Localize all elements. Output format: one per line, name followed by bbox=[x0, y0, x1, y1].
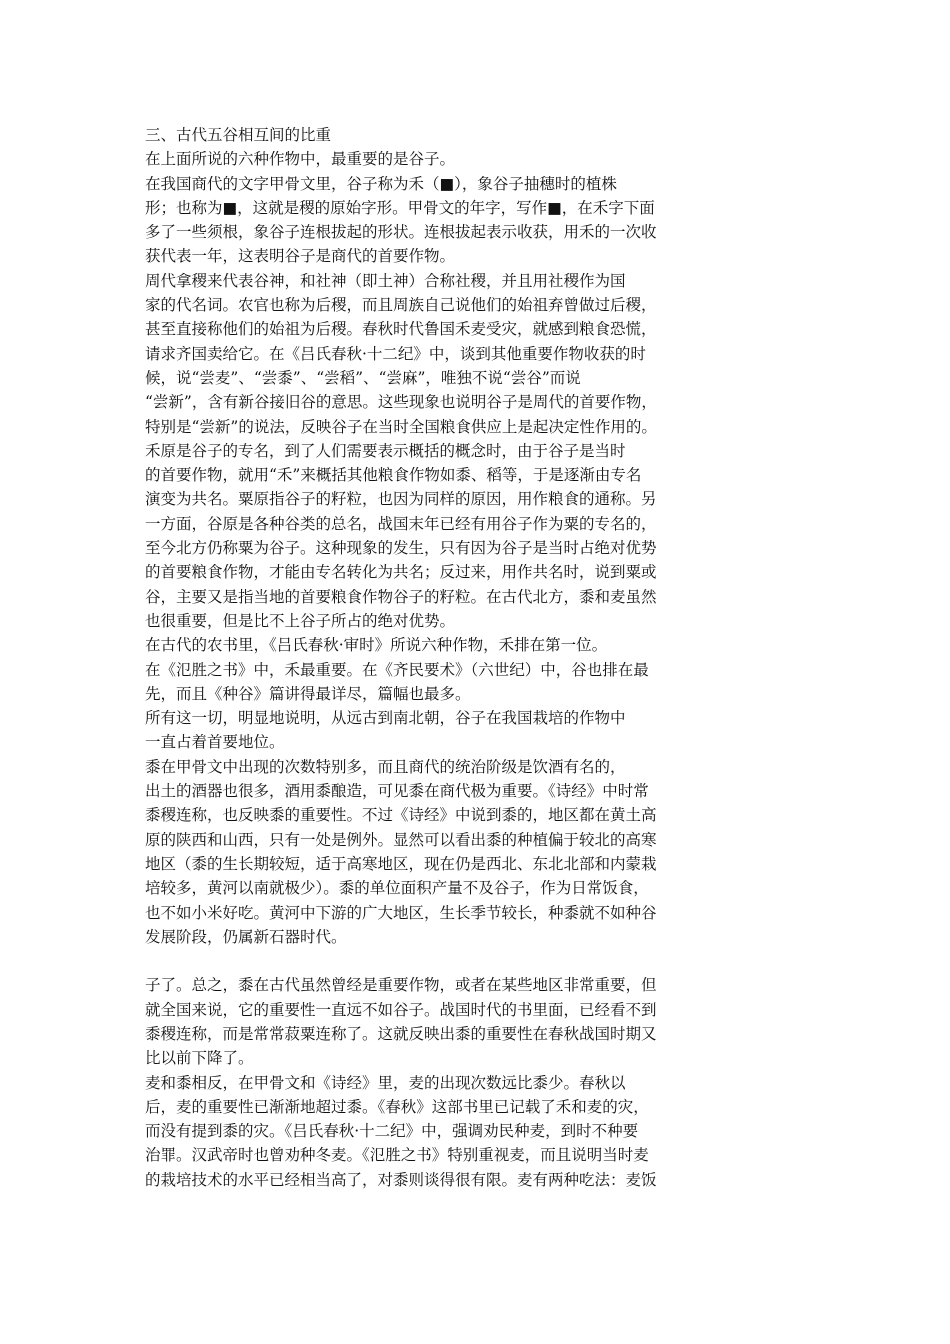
text-line: 演变为共名。粟原指谷子的籽粒，也因为同样的原因，用作粮食的通称。另 bbox=[145, 490, 657, 509]
text-line: 甚至直接称他们的始祖为后稷。春秋时代鲁国禾麦受灾，就感到粮食恐慌， bbox=[145, 320, 657, 339]
text-line: 家的代名词。农官也称为后稷，而且周族自己说他们的始祖弃曾做过后稷， bbox=[145, 296, 657, 315]
text-line: “尝新”，含有新谷接旧谷的意思。这些现象也说明谷子是周代的首要作物， bbox=[145, 393, 657, 412]
text-line: 发展阶段，仍属新石器时代。 bbox=[145, 927, 347, 946]
text-line: 黍稷连称，而是常常菽粟连称了。这就反映出黍的重要性在春秋战国时期又 bbox=[145, 1024, 657, 1043]
text-line: 谷，主要又是指当地的首要粮食作物谷子的籽粒。在古代北方，黍和麦虽然 bbox=[145, 587, 657, 606]
text-line: 请求齐国卖给它。在《吕氏春秋·十二纪》中，谈到其他重要作物收获的时 bbox=[145, 344, 646, 363]
text-line: 至今北方仍称粟为谷子。这种现象的发生，只有因为谷子是当时占绝对优势 bbox=[145, 539, 657, 558]
text-line: 比以前下降了。 bbox=[145, 1049, 254, 1068]
text-line: 的首要作物，就用“禾”来概括其他粮食作物如黍、稻等，于是逐渐由专名 bbox=[145, 466, 642, 485]
text-line: 所有这一切，明显地说明，从远古到南北朝，谷子在我国栽培的作物中 bbox=[145, 709, 626, 728]
text-line: 在古代的农书里，《吕氏春秋·审时》所说六种作物，禾排在第一位。 bbox=[145, 636, 608, 655]
text-line: 培较多，黄河以南就极少）。黍的单位面积产量不及谷子，作为日常饭食， bbox=[145, 879, 649, 898]
text-line: 而没有提到黍的灾。《吕氏春秋·十二纪》中，强调劝民种麦，到时不种要 bbox=[145, 1122, 639, 1141]
text-line: 治罪。汉武帝时也曾劝种冬麦。《氾胜之书》特别重视麦，而且说明当时麦 bbox=[145, 1146, 649, 1165]
text-line: 也不如小米好吃。黄河中下游的广大地区，生长季节较长，种黍就不如种谷 bbox=[145, 903, 657, 922]
text-line: 在上面所说的六种作物中，最重要的是谷子。 bbox=[145, 150, 456, 169]
text-line: 多了一些须根，象谷子连根拔起的形状。连根拔起表示收获，用禾的一次收 bbox=[145, 223, 657, 242]
text-line: 的首要粮食作物，才能由专名转化为共名；反过来，用作共名时，说到粟或 bbox=[145, 563, 657, 582]
section-heading: 三、古代五谷相互间的比重 bbox=[145, 126, 332, 144]
text-line bbox=[145, 949, 725, 973]
text-line: 形；也称为■，这就是稷的原始字形。甲骨文的年字，写作■，在禾字下面 bbox=[145, 198, 655, 217]
text-line: 地区（黍的生长期较短，适于高寒地区，现在仍是西北、东北北部和内蒙栽 bbox=[145, 854, 657, 873]
text-line: 在我国商代的文字甲骨文里，谷子称为禾（■），象谷子抽穗时的植株 bbox=[145, 174, 617, 193]
text-line: 原的陕西和山西，只有一处是例外。显然可以看出黍的种植偏于较北的高寒 bbox=[145, 830, 657, 849]
text-line: 获代表一年，这表明谷子是商代的首要作物。 bbox=[145, 247, 456, 266]
text-line: 在《氾胜之书》中，禾最重要。在《齐民要术》（六世纪）中，谷也排在最 bbox=[145, 660, 649, 679]
text-line: 子了。总之，黍在古代虽然曾经是重要作物，或者在某些地区非常重要，但 bbox=[145, 976, 657, 995]
text-line: 出土的酒器也很多，酒用黍酿造，可见黍在商代极为重要。《诗经》中时常 bbox=[145, 782, 649, 801]
text-line: 特别是“尝新”的说法，反映谷子在当时全国粮食供应上是起决定性作用的。 bbox=[145, 417, 657, 436]
document-body bbox=[145, 123, 725, 1192]
text-line: 一方面，谷原是各种谷类的总名，战国末年已经有用谷子作为粟的专名的， bbox=[145, 514, 657, 533]
text-line: 禾原是谷子的专名，到了人们需要表示概括的概念时，由于谷子是当时 bbox=[145, 441, 626, 460]
text-line: 后，麦的重要性已渐渐地超过黍。《春秋》这部书里已记载了禾和麦的灾， bbox=[145, 1097, 649, 1116]
text-line: 周代拿稷来代表谷神，和社神（即土神）合称社稷，并且用社稷作为国 bbox=[145, 271, 626, 290]
text-line: 候，说“尝麦”、“尝黍”、“尝稻”、“尝麻”，唯独不说“尝谷”而说 bbox=[145, 368, 581, 387]
text-line: 麦和黍相反，在甲骨文和《诗经》里，麦的出现次数远比黍少。春秋以 bbox=[145, 1073, 626, 1092]
text-line: 黍稷连称，也反映黍的重要性。不过《诗经》中说到黍的，地区都在黄土高 bbox=[145, 806, 657, 825]
text-line: 也很重要，但是比不上谷子所占的绝对优势。 bbox=[145, 611, 456, 630]
text-line: 黍在甲骨文中出现的次数特别多，而且商代的统治阶级是饮酒有名的， bbox=[145, 757, 626, 776]
text-line: 的栽培技术的水平已经相当高了，对黍则谈得很有限。麦有两种吃法：麦饭 bbox=[145, 1170, 657, 1189]
text-line: 就全国来说，它的重要性一直远不如谷子。战国时代的书里面，已经看不到 bbox=[145, 1000, 657, 1019]
text-line: 一直占着首要地位。 bbox=[145, 733, 285, 752]
text-line: 先，而且《种谷》篇讲得最详尽，篇幅也最多。 bbox=[145, 684, 471, 703]
